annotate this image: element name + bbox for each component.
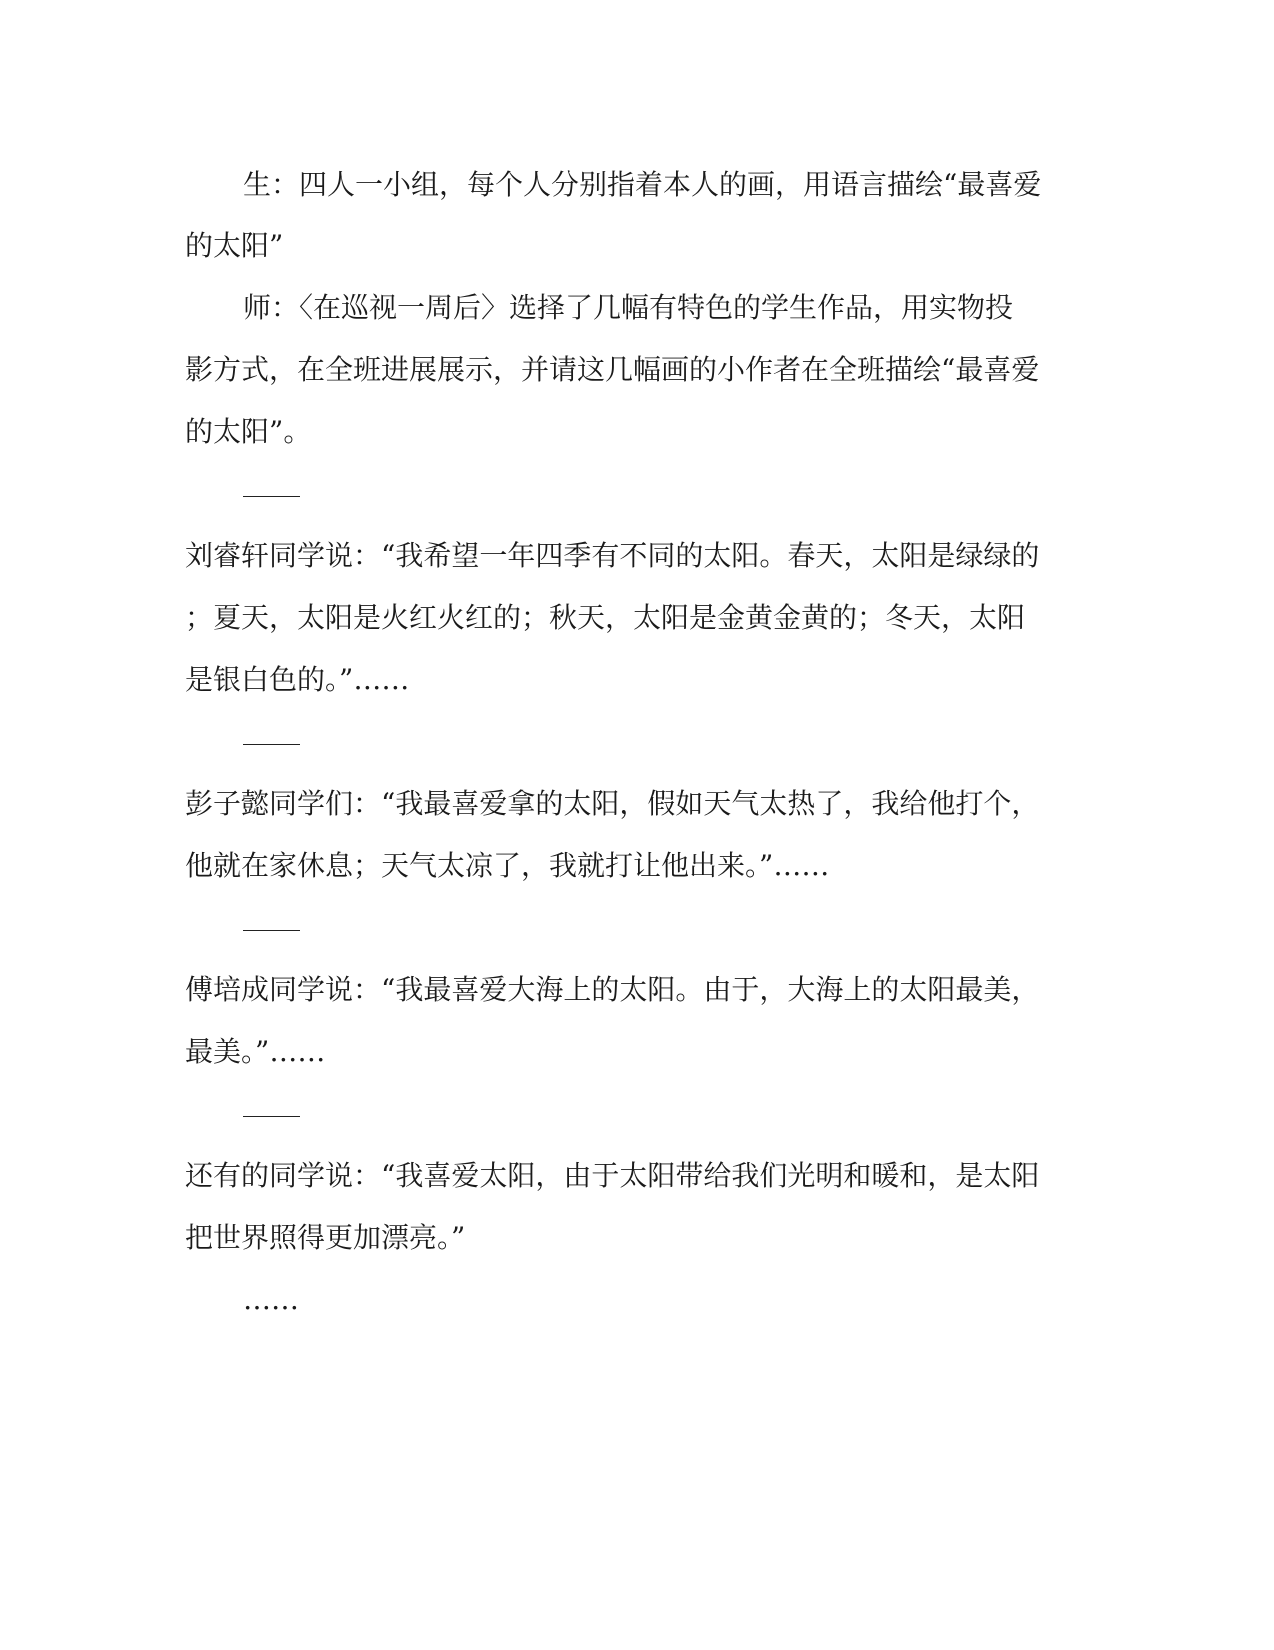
paragraph-line-2: 的太阳” [185,229,284,262]
dash-rule-3 [243,930,300,931]
paragraph-line-7: ；夏天，太阳是火红火红的；秋天，太阳是金黄金黄的；冬天，太阳 [185,601,1026,634]
paragraph-line-6: 刘睿轩同学说：“我希望一年四季有不同的太阳。春天，太阳是绿绿的 [185,539,1040,572]
paragraph-line-13: 还有的同学说：“我喜爱太阳，由于太阳带给我们光明和暖和，是太阳 [185,1159,1040,1192]
paragraph-line-14: 把世界照得更加漂亮。” [185,1221,466,1254]
paragraph-line-1: 生：四人一小组，每个人分别指着本人的画，用语言描绘“最喜爱 [243,168,1042,201]
paragraph-line-9: 彭子懿同学们：“我最喜爱拿的太阳，假如天气太热了，我给他打个， [185,787,1040,820]
paragraph-line-11: 傅培成同学说：“我最喜爱大海上的太阳。由于，大海上的太阳最美， [185,973,1040,1006]
paragraph-line-3: 师：〈在巡视一周后〉选择了几幅有特色的学生作品，用实物投 [243,291,1014,324]
paragraph-line-4: 影方式，在全班进展展示，并请这几幅画的小作者在全班描绘“最喜爱 [185,353,1040,386]
paragraph-line-10: 他就在家休息；天气太凉了，我就打让他出来。”…… [185,849,830,882]
paragraph-line-8: 是银白色的。”…… [185,663,410,696]
paragraph-line-5: 的太阳”。 [185,415,312,448]
paragraph-line-15: …… [243,1283,299,1316]
paragraph-line-12: 最美。”…… [185,1035,326,1068]
dash-rule-1 [243,496,300,497]
dash-rule-4 [243,1116,300,1117]
dash-rule-2 [243,744,300,745]
